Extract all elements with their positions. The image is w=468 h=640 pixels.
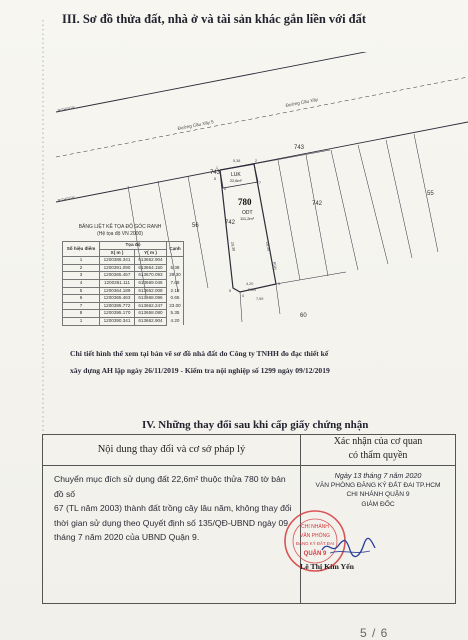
confirmation-branch: CHI NHÁNH QUẬN 9 <box>346 491 410 498</box>
strip-area: 22,6m² <box>230 179 242 183</box>
svg-text:VĂN PHÒNG: VĂN PHÒNG <box>299 533 331 539</box>
col-y: Y( m ) <box>135 249 167 257</box>
vertex-6: 6 <box>224 187 226 191</box>
cell-y: 613662.904 <box>135 317 167 325</box>
header-change-content: Nội dung thay đổi và cơ sở pháp lý <box>97 444 246 455</box>
confirmation-role: GIÁM ĐỐC <box>361 500 395 508</box>
cell-y: 613664.150 <box>135 264 167 272</box>
cell-point: 5 <box>63 287 100 295</box>
cell-point: 1 <box>63 257 100 265</box>
vertex-3: 3 <box>278 282 280 286</box>
table-row <box>63 272 184 280</box>
cell-point: 1 <box>63 317 100 325</box>
coordinate-caption-line-1: BẢNG LIỆT KÊ TỌA ĐỘ GÓC RANH <box>78 224 162 230</box>
neighbor-60: 60 <box>300 313 307 319</box>
change-line-4: tháng 7 năm 2020 của UBND Quận 9. <box>54 532 200 542</box>
table-row <box>63 257 184 265</box>
col-length: Cạnh <box>166 242 183 257</box>
road-label-4: RGHDGK <box>57 194 76 203</box>
neighbor-743-a: 743 <box>210 170 221 176</box>
vertex-5: 5 <box>229 289 231 293</box>
section-3-title: III. Sơ đồ thửa đất, nhà ở và tài sản khác gắn liền với đất <box>62 12 367 26</box>
neighbor-743-b: 743 <box>294 145 305 151</box>
page-indicator: 5 / 6 <box>360 626 389 640</box>
strip-type: LUK <box>231 172 241 178</box>
changes-table <box>42 434 456 604</box>
table-row <box>63 264 184 272</box>
cell-y: 613662.247 <box>135 302 167 310</box>
neighbor-56: 56 <box>192 223 199 229</box>
change-line-2: 67 (TL năm 2003) thành đất trồng cây lâu năm, không thay đổi <box>54 503 292 513</box>
cell-x: 1200365.463 <box>100 295 135 303</box>
road-edge-bottom <box>56 122 468 202</box>
coordinate-table <box>62 241 184 326</box>
header-confirmation <box>301 435 455 463</box>
edge-len-3: 5,38 <box>233 159 241 163</box>
cell-y: 613662.008 <box>135 287 167 295</box>
change-line-3: thời gian sử dụng theo Quyết định số 135/QĐ-UBND ngày 09 <box>54 517 289 528</box>
cell-x: 1200390.341 <box>100 317 135 325</box>
col-coord-group: Tọa độ <box>100 242 167 250</box>
edge-len-2: 29,30 <box>230 241 236 252</box>
cell-point: 7 <box>63 302 100 310</box>
section-4-title: IV. Những thay đổi sau khi cấp giấy chứng nhận <box>142 419 369 431</box>
cell-length: 4.20 <box>166 317 183 325</box>
edge-len-1: 28,30 <box>265 241 271 252</box>
signer-name: Lê Thị Kim Yến <box>300 562 354 571</box>
parcel-type: ODT <box>242 210 253 216</box>
table-row <box>63 295 184 303</box>
cell-x: 1200365.457 <box>100 272 135 280</box>
confirmation-date: Ngày 13 tháng 7 năm 2020 <box>334 471 422 480</box>
cell-x: 1200385.772 <box>100 302 135 310</box>
header-divider <box>43 465 455 466</box>
source-note <box>70 345 370 379</box>
cell-point: 4 <box>63 279 100 287</box>
neighbor-55: 55 <box>427 191 434 197</box>
cell-x: 1200395.170 <box>100 310 135 318</box>
vertex-2: 2 <box>255 159 257 163</box>
cell-y: 613662.904 <box>135 257 167 265</box>
change-line-1: Chuyển mục đích sử dụng đất 22,6m² thuộc thửa 780 tờ bản đồ số <box>54 474 286 499</box>
confirmation-office: VĂN PHÒNG ĐĂNG KÝ ĐẤT ĐAI TP.HCM <box>315 481 441 489</box>
header-confirmation-line-2: có thẩm quyền <box>348 450 408 461</box>
cell-length: 5.35 <box>166 310 183 318</box>
cell-x: 1200361.111 <box>100 279 135 287</box>
cell-point: 3 <box>63 272 100 280</box>
coordinate-table-caption <box>60 224 180 238</box>
road-centerline <box>56 77 468 157</box>
cell-y: 613658.080 <box>135 310 167 318</box>
svg-text:ĐĂNG KÝ ĐẤT ĐAI: ĐĂNG KÝ ĐẤT ĐAI <box>295 541 335 546</box>
coordinate-table-body <box>63 257 184 325</box>
cell-length <box>166 257 183 265</box>
parcel-area: 111,2m² <box>240 216 255 221</box>
cell-x: 1200386.341 <box>100 257 135 265</box>
svg-text:QUẬN 9: QUẬN 9 <box>303 551 327 557</box>
cell-length: 2.18 <box>166 287 183 295</box>
header-confirmation-line-1: Xác nhận của cơ quan <box>333 436 423 447</box>
cell-point: 6 <box>63 295 100 303</box>
direction-label-1: RGN <box>272 261 278 271</box>
table-row <box>63 287 184 295</box>
vertex-1: 1 <box>216 166 218 170</box>
neighbor-742-b: 742 <box>312 201 323 207</box>
road-label-2: Đường Cầu Xây <box>285 96 319 108</box>
edge-len-4: 4,20 <box>246 282 254 286</box>
road-label-3: RGHDGK <box>57 104 76 113</box>
source-note-line-1: Chi tiết hình thể xem tại bản vẽ sơ đồ nhà đất do Công ty TNHH đo đạc thiết kế <box>70 349 329 358</box>
cell-length: 7.68 <box>166 279 183 287</box>
cell-y: 613670.093 <box>135 272 167 280</box>
edge-len-5: 7,59 <box>256 297 264 301</box>
change-description <box>54 472 294 545</box>
confirmation-block <box>301 471 455 509</box>
coordinate-caption-line-2: (Hệ tọa độ VN 2000) <box>97 231 143 237</box>
cell-length: 5.38 <box>166 264 183 272</box>
table-row <box>63 317 184 325</box>
col-x: X( m ) <box>100 249 135 257</box>
cell-length: 0.65 <box>166 295 183 303</box>
cell-x: 1200391.090 <box>100 264 135 272</box>
svg-text:CHI NHÁNH: CHI NHÁNH <box>301 524 329 530</box>
vertex-8: 8 <box>214 177 216 181</box>
cell-length: 23.00 <box>166 302 183 310</box>
cell-x: 1200364.189 <box>100 287 135 295</box>
parcel-number: 780 <box>238 197 252 207</box>
col-point: Số hiệu điểm <box>63 242 100 257</box>
road-label-1: Đường Cầu Xây 5 <box>177 119 215 131</box>
road-edge-top <box>56 52 468 112</box>
signature <box>318 536 378 558</box>
table-row <box>63 302 184 310</box>
table-row <box>63 310 184 318</box>
direction-label-2: RGN <box>248 288 256 292</box>
cell-length: 29.30 <box>166 272 183 280</box>
cell-point: 2 <box>63 264 100 272</box>
cell-y: 613668.096 <box>135 295 167 303</box>
parcel-780-outline <box>220 164 276 292</box>
vertex-4: 4 <box>242 294 244 298</box>
table-row <box>63 279 184 287</box>
neighbor-742-a: 742 <box>225 220 236 226</box>
vertex-7: 7 <box>259 181 261 185</box>
source-note-line-2: xây dựng AH lập ngày 26/11/2019 - Kiểm tra nội nghiệp số 1299 ngày 09/12/2019 <box>70 366 330 375</box>
cell-y: 613669.046 <box>135 279 167 287</box>
cell-point: 8 <box>63 310 100 318</box>
